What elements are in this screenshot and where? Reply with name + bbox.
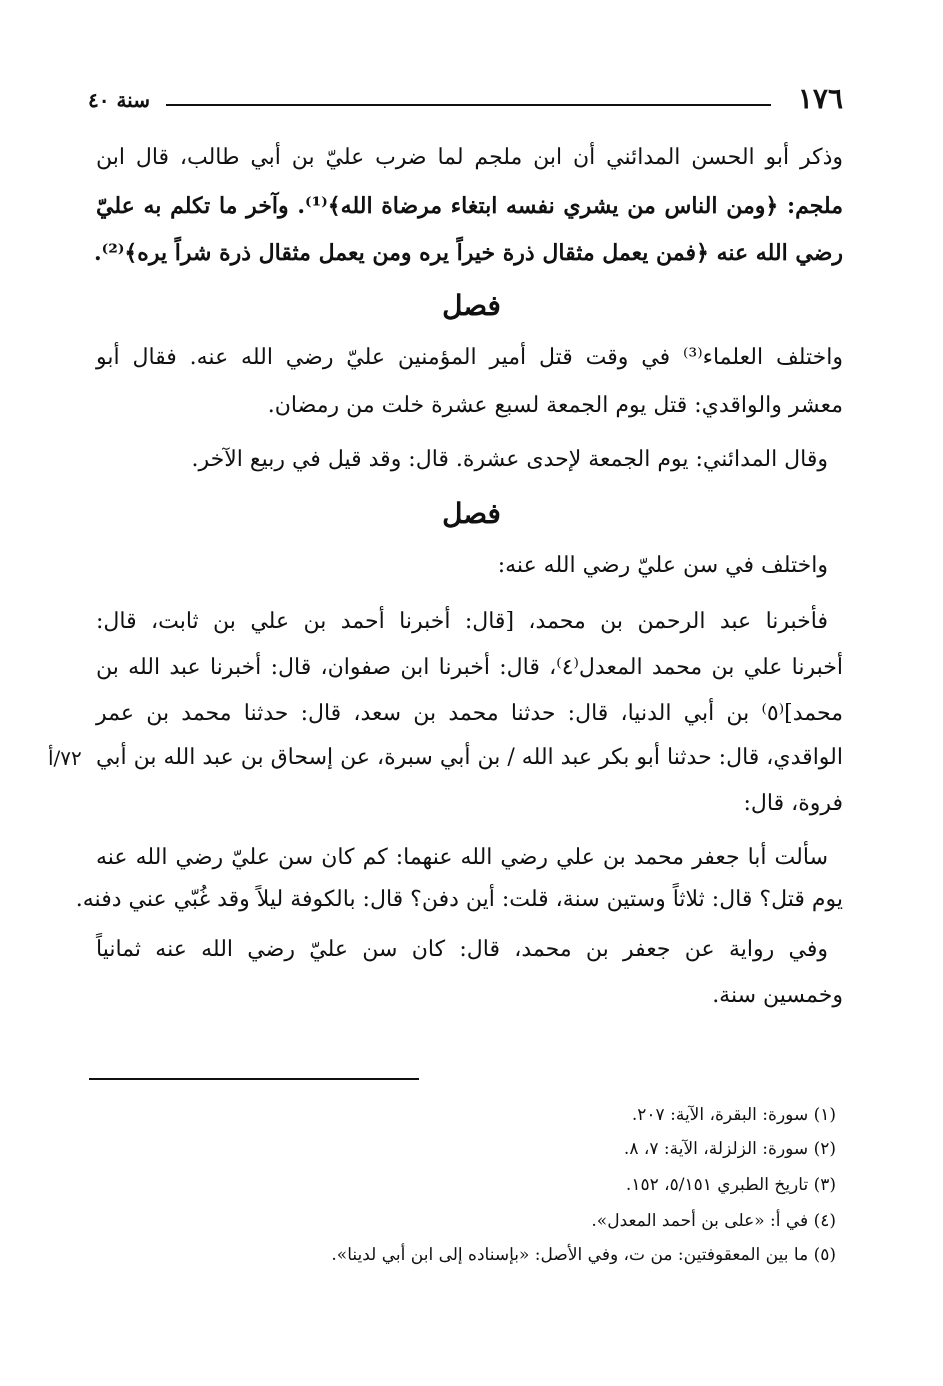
paragraph-line: واختلف العلماء⁽³⁾ في وقت قتل أمير المؤمنين عليّ رضي الله عنه. فقال أبو xyxy=(96,345,843,370)
paragraph-line: الواقدي، قال: حدثنا أبو بكر عبد الله / بن أبي سبرة، عن إسحاق بن عبد الله بن أبي xyxy=(96,745,843,770)
footnote: (٣) تاريخ الطبري ٥/١٥١، ١٥٢. xyxy=(625,1175,836,1195)
paragraph-line: محمد]⁽٥⁾ بن أبي الدنيا، قال: حدثنا محمد بن سعد، قال: حدثنا محمد بن عمر xyxy=(96,701,843,726)
footnote: (٤) في أ: «على بن أحمد المعدل». xyxy=(591,1211,836,1231)
paragraph-line: وذكر أبو الحسن المدائني أن ابن ملجم لما ضرب عليّ بن أبي طالب، قال ابن xyxy=(96,145,843,170)
paragraph-line: يوم قتل؟ قال: ثلاثاً وستين سنة، قلت: أين دفن؟ قال: بالكوفة ليلاً وقد غُبّي عني دفنه. xyxy=(75,887,843,912)
running-title: سنة ٤٠ xyxy=(88,88,150,112)
footnote-rule xyxy=(89,1078,419,1080)
paragraph-line: وخمسين سنة. xyxy=(712,983,843,1008)
margin-folio-note: ٧٢/أ xyxy=(48,746,82,770)
footnote: (٢) سورة: الزلزلة، الآية: ٧، ٨. xyxy=(623,1139,836,1159)
section-heading: فصل xyxy=(442,289,501,322)
paragraph-line: فأخبرنا عبد الرحمن بن محمد، [قال: أخبرنا أحمد بن علي بن ثابت، قال: xyxy=(96,609,828,634)
paragraph-line: سألت أبا جعفر محمد بن علي رضي الله عنهما: كم كان سن عليّ رضي الله عنه xyxy=(96,845,828,870)
paragraph-line: واختلف في سن عليّ رضي الله عنه: xyxy=(497,553,828,578)
paragraph-line: فروة، قال: xyxy=(743,791,843,816)
paragraph-line: ملجم: ﴿ومن الناس من يشري نفسه ابتغاء مرضاة الله﴾⁽¹⁾. وآخر ما تكلم به عليّ xyxy=(96,193,843,219)
paragraph-line: معشر والواقدي: قتل يوم الجمعة لسبع عشرة خلت من رمضان. xyxy=(267,393,843,418)
footnote: (٥) ما بين المعقوفتين: من ت، وفي الأصل: «بإسناده إلى ابن أبي لدينا». xyxy=(331,1245,836,1265)
section-heading: فصل xyxy=(442,497,501,530)
header-rule xyxy=(166,104,771,106)
paragraph-line: رضي الله عنه ﴿فمن يعمل مثقال ذرة خيراً يره ومن يعمل مثقال ذرة شراً يره﴾⁽²⁾. xyxy=(93,240,843,266)
paragraph-line: وفي رواية عن جعفر بن محمد، قال: كان سن عليّ رضي الله عنه ثمانياً xyxy=(96,937,828,962)
page-header xyxy=(88,82,843,122)
paragraph-line: وقال المدائني: يوم الجمعة لإحدى عشرة. قال: وقد قيل في ربيع الآخر. xyxy=(191,447,828,472)
paragraph-line: أخبرنا علي بن محمد المعدل⁽٤⁾، قال: أخبرنا ابن صفوان، قال: أخبرنا عبد الله بن xyxy=(96,655,843,680)
footnote: (١) سورة: البقرة، الآية: ٢٠٧. xyxy=(631,1105,836,1125)
page-number: ١٧٦ xyxy=(797,82,843,115)
